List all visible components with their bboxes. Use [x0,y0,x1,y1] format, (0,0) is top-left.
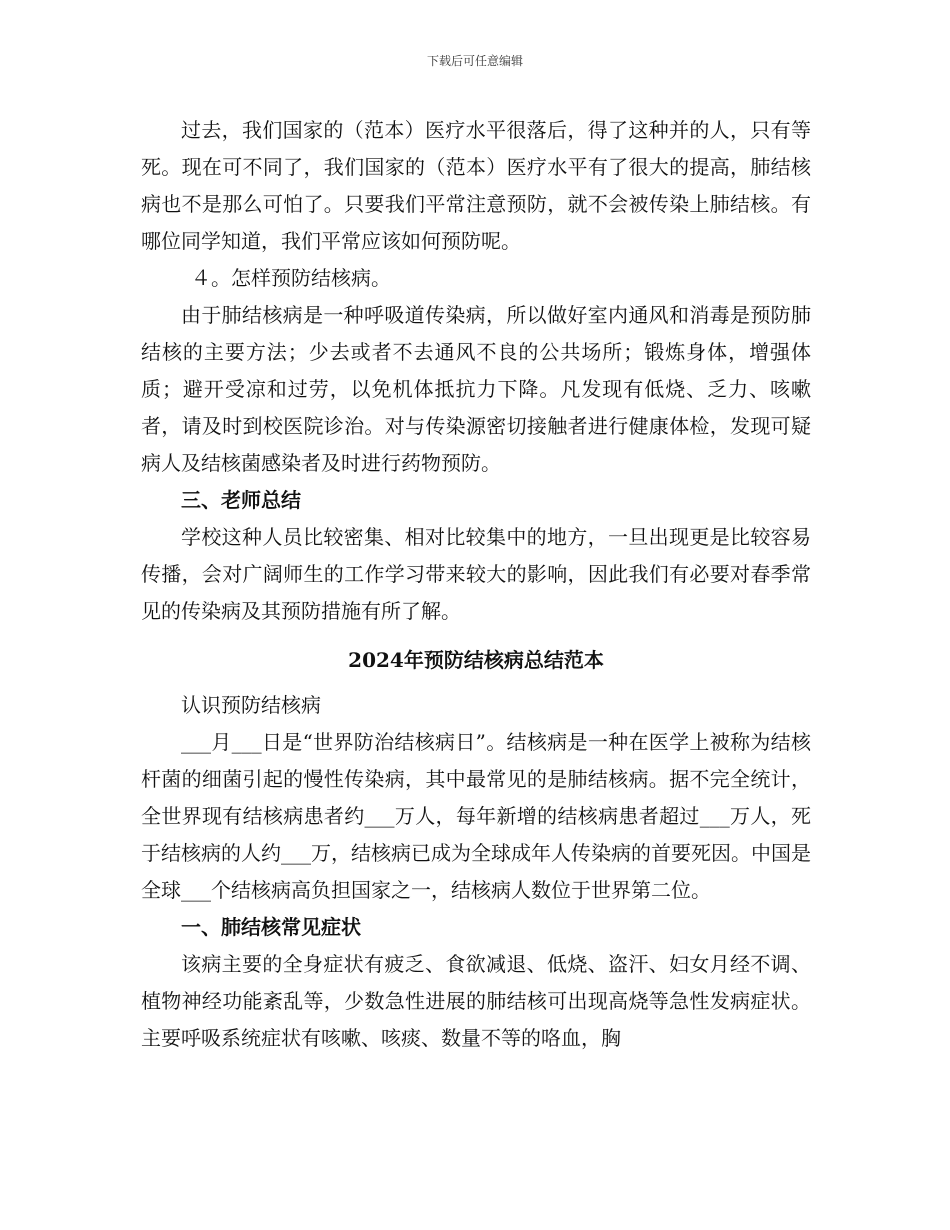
heading-symptoms: 一、肺结核常见症状 [181,915,361,939]
document-body [141,112,811,1057]
document-title: 2024年预防结核病总结范本 [348,648,604,672]
paragraph-past-medical: 过去，我们国家的（范本）医疗水平很落后，得了这种并的人，只有等死。现在可不同了，我们国家的（范本）医疗水平有了很大的提高，肺结核病也不是那么可怕了。只要我们平常注意预防，就不会被传染上肺结核。有哪位同学知道，我们平常应该如何预防呢。 [141,118,811,253]
item-how-to-prevent: ４。怎样预防结核病。 [191,266,391,290]
heading-teacher-summary: 三、老师总结 [181,488,301,512]
paragraph-school-spread: 学校这种人员比较密集、相对比较集中的地方，一旦出现更是比较容易传播，会对广阔师生的工作学习带来较大的影响，因此我们有必要对春季常见的传染病及其预防措施有所了解。 [141,525,811,623]
paragraph-know-tb: 认识预防结核病 [181,693,321,717]
paragraph-prevention-methods: 由于肺结核病是一种呼吸道传染病，所以做好室内通风和消毒是预防肺结核的主要方法；少去或者不去通风不良的公共场所；锻炼身体，增强体质；避开受凉和过劳，以免机体抵抗力下降。凡发现有低烧、乏力、咳嗽者，请及时到校医院诊治。对与传染源密切接触者进行健康体检，发现可疑病人及结核菌感染者及时进行药物预防。 [141,303,811,475]
page-header: 下载后可任意编辑 [426,54,523,68]
paragraph-tb-day: ___月___日是“世界防治结核病日”。结核病是一种在医学上被称为结核杆菌的细菌引起的慢性传染病，其中最常见的是肺结核病。据不完全统计，全世界现有结核病患者约___万人，每年新增的结核病患者超过___万人，死于结核病的人约___万，结核病已成为全球成年人传染病的首要死因。中国是全球___个结核病高负担国家之一，结核病人数位于世界第二位。 [141,730,811,902]
paragraph-symptoms: 该病主要的全身症状有疲乏、食欲减退、低烧、盗汗、妇女月经不调、植物神经功能紊乱等，少数急性进展的肺结核可出现高烧等急性发病症状。主要呼吸系统症状有咳嗽、咳痰、数量不等的咯血，胸 [141,952,811,1050]
